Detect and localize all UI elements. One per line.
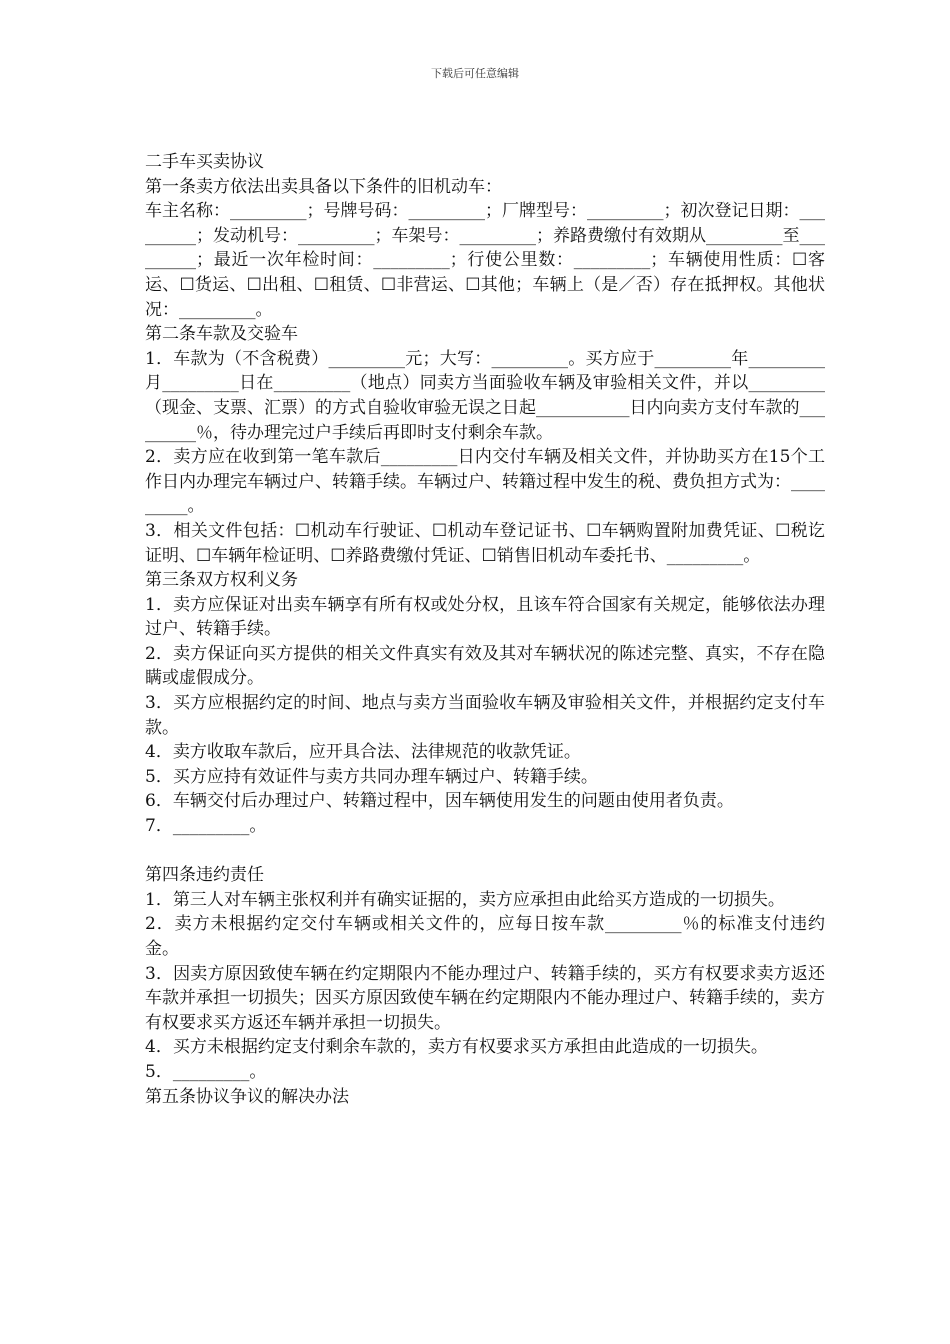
document-body — [145, 150, 825, 1109]
article-4-item: 3．因卖方原因致使车辆在约定期限内不能办理过户、转籍手续的，买方有权要求卖方返还车款并承担一切损失；因买方原因致使车辆在约定期限内不能办理过户、转籍手续的，卖方有权要求买方返还车辆并承担一切损失。 — [145, 963, 825, 1033]
article-3-item: 5．买方应持有效证件与卖方共同办理车辆过户、转籍手续。 — [145, 766, 598, 787]
page-header-note: 下载后可任意编辑 — [431, 67, 519, 80]
article-2-item: 1．车款为（不含税费）_________元；大写：_________。买方应于_________年_________月_________日在_________（地点）同卖方当面验收车辆及审验相关文件，并以_________（现金、支票、汇票）的方式自验收审验无误之日起___________日内向卖方支付车款的_________％，待办理完过户手续后再即时支付剩余车款。 — [145, 348, 825, 443]
article-3-item: 4．卖方收取车款后，应开具合法、法律规范的收款凭证。 — [145, 742, 581, 763]
blank-line — [145, 839, 825, 864]
article-4-item: 5．_________。 — [145, 1061, 267, 1082]
article-3-item: 2．卖方保证向买方提供的相关文件真实有效及其对车辆状况的陈述完整、真实，不存在隐瞒或虚假成分。 — [145, 643, 825, 689]
article-4-item: 2．卖方未根据约定交付车辆或相关文件的，应每日按车款_________％的标准支付违约金。 — [145, 914, 825, 959]
article-4-item: 1．第三人对车辆主张权利并有确实证据的，卖方应承担由此给买方造成的一切损失。 — [145, 889, 785, 910]
article-2-item: 2．卖方应在收到第一笔车款后_________日内交付车辆及相关文件，并协助买方在15个工作日内办理完车辆过户、转籍手续。车辆过户、转籍过程中发生的税、费负担方式为：_________。 — [145, 447, 825, 517]
document-title: 二手车买卖协议 — [145, 152, 264, 172]
article-3-item: 6．车辆交付后办理过户、转籍过程中，因车辆使用发生的问题由使用者负责。 — [145, 791, 734, 812]
article-1-heading: 第一条卖方依法出卖具备以下条件的旧机动车： — [145, 176, 502, 197]
article-5-heading: 第五条协议争议的解决办法 — [145, 1086, 349, 1107]
article-2-heading: 第二条车款及交验车 — [145, 324, 298, 345]
article-2-item: 3．相关文件包括：☐机动车行驶证、☐机动车登记证书、☐车辆购置附加费凭证、☐税讫证明、☐车辆年检证明、☐养路费缴付凭证、☐销售旧机动车委托书、_________。 — [145, 520, 825, 566]
article-3-item: 1．卖方应保证对出卖车辆享有所有权或处分权，且该车符合国家有关规定，能够依法办理过户、转籍手续。 — [145, 594, 825, 640]
article-4-heading: 第四条违约责任 — [145, 865, 264, 886]
article-3-heading: 第三条双方权利义务 — [145, 570, 298, 591]
article-3-item: 7．_________。 — [145, 816, 267, 837]
article-1-body: 车主名称：_________；号牌号码：_________；厂牌型号：_________；初次登记日期：_________；发动机号：_________；车架号：_________；养路费缴付有效期从_________至_________；最近一次年检时间：_________；行使公里数：_________；车辆使用性质：☐客运、☐货运、☐出租、☐租赁、☐非营运、☐其他；车辆上（是／否）存在抵押权。其他状况：_________。 — [145, 201, 825, 320]
article-4-item: 4．买方未根据约定支付剩余车款的，卖方有权要求买方承担由此造成的一切损失。 — [145, 1037, 768, 1058]
article-3-item: 3．买方应根据约定的时间、地点与卖方当面验收车辆及审验相关文件，并根据约定支付车款。 — [145, 693, 825, 738]
